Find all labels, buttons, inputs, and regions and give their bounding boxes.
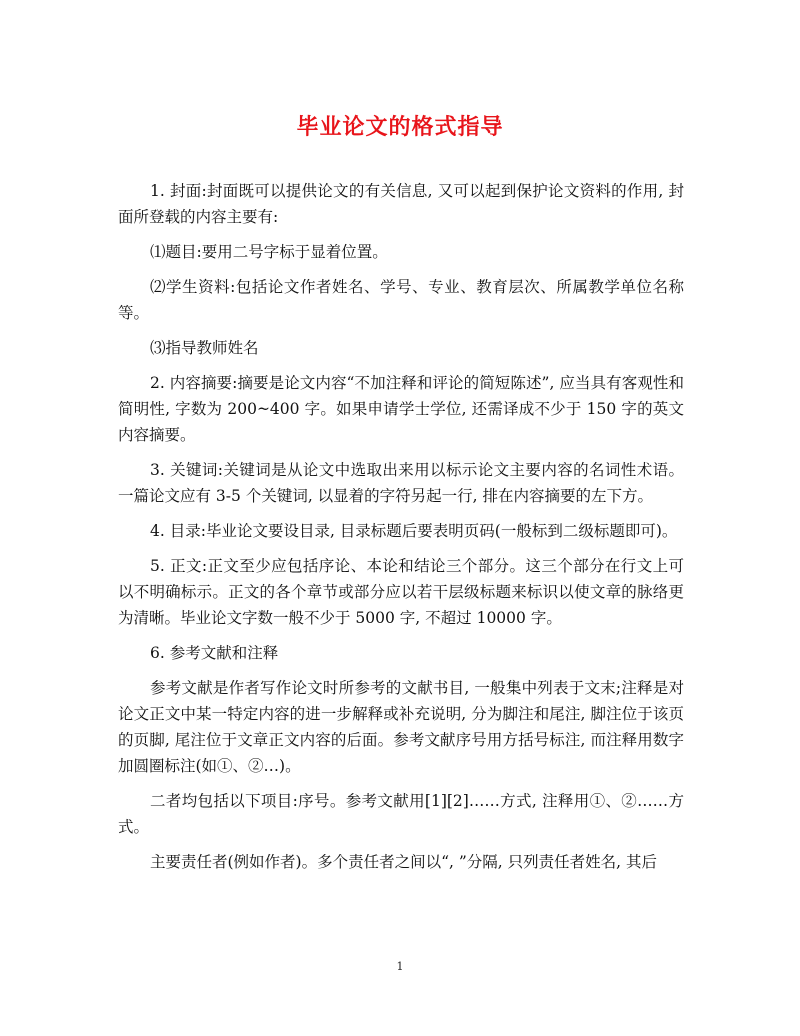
paragraph-abstract: 2. 内容摘要:摘要是论文内容“不加注释和评论的简短陈述”, 应当具有客观性和简明性, 字数为 200~400 字。如果申请学士学位, 还需译成不少于 150 字的英文内容摘要。 [118, 374, 684, 444]
paragraph-common-items: 二者均包括以下项目:序号。参考文献用[1][2]……方式, 注释用①、②……方式。 [118, 792, 684, 836]
paragraph-contents: 4. 目录:毕业论文要设目录, 目录标题后要表明页码(一般标到二级标题即可)。 [150, 522, 678, 540]
paragraph-references-heading: 6. 参考文献和注释 [150, 644, 279, 662]
paragraph-cover-advisor-item: ⑶指导教师姓名 [150, 339, 259, 357]
paragraph-cover: 1. 封面:封面既可以提供论文的有关信息, 又可以起到保护论文资料的作用, 封面所登载的内容主要有: [118, 182, 684, 226]
paragraph-references-detail: 参考文献是作者写作论文时所参考的文献书目, 一般集中列表于文末;注释是对论文正文中某一特定内容的进一步解释或补充说明, 分为脚注和尾注, 脚注位于该页的页脚, 尾注位于文章正文内容的后面。参考文献序号用方括号标注, 而注释用数字加圆圈标注(如①、②…)。 [118, 679, 684, 775]
paragraph-cover-title-item: ⑴题目:要用二号字标于显着位置。 [150, 243, 388, 261]
paragraph-cover-student-item: ⑵学生资料:包括论文作者姓名、学号、专业、教育层次、所属教学单位名称等。 [118, 278, 684, 322]
paragraph-responsible-party: 主要责任者(例如作者)。多个责任者之间以“, ”分隔, 只列责任者姓名, 其后 [150, 853, 658, 871]
paragraph-keywords: 3. 关键词:关键词是从论文中选取出来用以标示论文主要内容的名词性术语。一篇论文应有 3-5 个关键词, 以显着的字符另起一行, 排在内容摘要的左下方。 [118, 461, 684, 505]
document-body [118, 178, 684, 884]
paragraph-main-text: 5. 正文:正文至少应包括序论、本论和结论三个部分。这三个部分在行文上可以不明确标示。正文的各个章节或部分应以若干层级标题来标识以使文章的脉络更为清晰。毕业论文字数一般不少于 5000 字, 不超过 10000 字。 [118, 557, 684, 627]
document-title: 毕业论文的格式指导 [296, 114, 504, 140]
page-number: 1 [396, 960, 404, 973]
